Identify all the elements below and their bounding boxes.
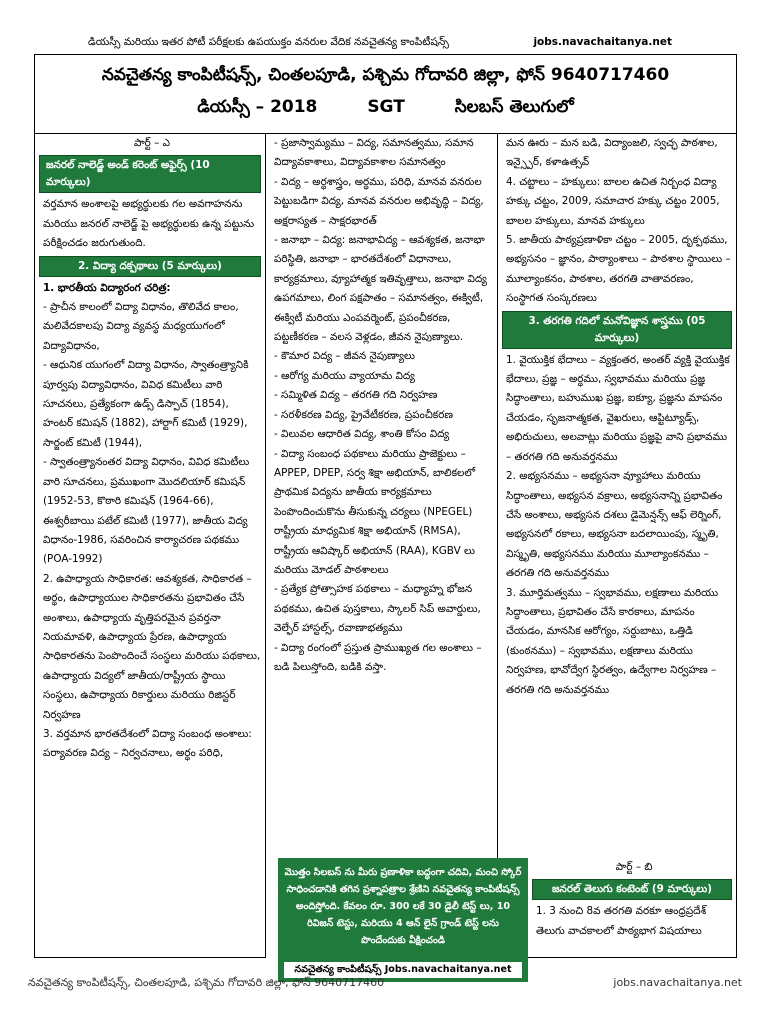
- list-item: - కౌమార విద్య – జీవన నైపుణ్యాలు: [274, 350, 415, 363]
- promo-box[interactable]: [278, 858, 528, 982]
- section-telugu-text: 1. 3 నుంచి 8వ తరగతి వరకూ ఆంధ్రప్రదేశ్ తెలుగు వాచకాలలో పాఠ్యభాగ విషయాలు: [536, 905, 707, 937]
- promo-link[interactable]: నవచైతన్య కాంపిటీషన్స్ Jobs.navachaitanya.net: [284, 962, 522, 978]
- subtitle-exam: డియస్సీ – 2018: [197, 97, 318, 117]
- list-item: - ప్రజాస్వామ్యము – విద్య, సమానత్వము, సమాన విద్యావకాశాలు, విద్యావకాశాల సమానత్వం: [274, 137, 474, 169]
- list-item: - ప్రత్యేక ప్రోత్సాహక పథకాలు – మధ్యాహ్న భోజన పథకము, ఉచిత పుస్తకాలు, స్కాలర్ సిప్ అవార్డులు, వెల్ఫేర్ హాస్టల్స్, రవాణాభత్యము: [274, 583, 481, 635]
- list-item: - విలువల ఆధారిత విద్య, శాంతి కోసం విద్య: [274, 428, 450, 441]
- list-item: - విద్యా రంగంలో ప్రస్తుత ప్రాముఖ్యత గల అంశాలు – బడి పిలుస్తోంది, బడికి వస్తా.: [274, 641, 482, 673]
- list-item: 2. ఉపాధ్యాయ సాధికారత: ఆవశ్యకత, సాధికారత – అర్థం, ఉపాధ్యాయుల సాధికారతను ప్రభావితం చేసే అంశాలు, ఉపాధ్యాయ వృత్తిపరమైన ప్రవర్తనా నియమావళి, ఉపాధ్యాయ ప్రేరణ, ఉపాధ్యాయ సాధికారతను పెంపొందించే సంస్థలు మరియు పథకాలు, ఉపాధ్యాయ విద్యలో జాతీయ/రాష్ట్రీయ స్థాయి సంస్థలు, ఉపాధ్యాయ రికార్డులు మరియు రిజిస్టర్ నిర్వహణ: [43, 572, 261, 721]
- promo-text: మొత్తం సిలబస్ ను మీరు ప్రణాళికా బద్ధంగా చదివి, మంచి స్కోర్ సాధించడానికి తగిన ప్రశ్నాపత్రాల శ్రేణిని నవచైతన్య కాంపిటీషన్స్ అందిస్తోంది. కేవలం రూ. 300 లకే 30 డైలీ టెస్ట్ లు, 10 రివిజన్ టెస్టు, మరియు 4 ఆన్ లైన్ గ్రాండ్ టెస్ట్ లను పొందేందుకు వీక్షించండి: [284, 867, 522, 946]
- part-a-heading: పార్ట్ – ఎ: [133, 137, 171, 149]
- list-item: 3. మూర్తిమత్వము – స్వభావము, లక్షణాలు మరియు సిద్ధాంతాలు, ప్రభావితం చేసే కారకాలు, మాపనం చేయడం, మానసిక ఆరోగ్యం, సర్దుబాటు, ఒత్తిడి (కుంఠనము) – స్వభావము, లక్షణాలు మరియు నిర్వహణ, భావోద్వేగ స్థిరత్వం, ఉద్వేగాల నిర్వహణ – తరగతి గది అనువర్తనము: [506, 586, 719, 696]
- page-subtitle: [35, 97, 736, 121]
- page-footer: [28, 972, 742, 994]
- list-item: - స్వాతంత్ర్యానంతర విద్యా విధానం, వివిధ కమిటీలు వారి సూచనలు, ప్రముఖంగా మొదలియార్ కమిషన్ (1952-53, కొఠారి కమిషన్ (1964-66), ఈశ్వరీబాయి పటేల్ కమిటీ (1977), జాతీయ విద్య విధానం-1986, సవరించిన కార్యాచరణ పథకము (POA-1992): [43, 456, 250, 566]
- page-title: నవచైతన్య కాంపిటీషన్స్, చింతలపూడి, పశ్చిమ గోదావరి జిల్లా, ఫోన్ 9640717460: [101, 65, 670, 85]
- column-3-bottom: [528, 858, 737, 958]
- column-2: [266, 134, 498, 858]
- top-banner: [28, 30, 742, 52]
- list-item: - విద్య – అర్థశాస్త్రం, అర్థము, పరిధి, మానవ వనరుల పెట్టుబడిగా విద్య, మానవ వనరుల అభివృద్ధి – విద్య, అక్షరాస్యత – సాక్షరభారత్: [274, 175, 484, 227]
- list-item: - ఆధునిక యుగంలో విద్యా విధానం, స్వాతంత్ర్యానికి పూర్వపు విద్యావిధానం, వివిధ కమిటీలు వారి సూచనలు, ప్రత్యేకంగా ఉడ్స్ డిస్పాచ్ (1854), హంటర్ కమిషన్ (1882), హార్టాగ్ కమిటీ (1929), సార్జంట్ కమిటీ (1944),: [43, 359, 249, 449]
- section-psychology-bar: 3. తరగతి గదిలో మనోవిజ్ఞాన శాస్త్రము (05 మార్కులు): [502, 311, 732, 349]
- column-3: [498, 134, 737, 858]
- part-b-heading: పార్ట్ – బి: [615, 861, 653, 873]
- subtitle-post: SGT: [367, 97, 405, 117]
- top-banner-url[interactable]: jobs.navachaitanya.net: [533, 36, 672, 48]
- section-telugu-bar: జనరల్ తెలుగు కంటెంట్ (9 మార్కులు): [532, 879, 732, 900]
- list-item: - ఆరోగ్య మరియు వ్యాయామ విద్య: [274, 369, 415, 382]
- list-item: 4. చట్టాలు – హక్కులు: బాలల ఉచిత నిర్బంధ విద్యా హక్కు చట్టం, 2009, సమాచార హక్కు చట్టం 2005, బాలల హక్కులు, మానవ హక్కులు: [506, 175, 720, 227]
- footer-url[interactable]: jobs.navachaitanya.net: [613, 976, 742, 989]
- list-item: 1. వైయుక్తిక భేదాలు – వ్యక్తంతర, అంతర్ వ్యక్తి వైయుక్తిక భేదాలు, ప్రజ్ఞ – అర్థము, స్వభావము మరియు ప్రజ్ఞ సిద్ధాంతాలు, బహుముఖ ప్రజ్ఞ, ఐక్యూ, ప్రజ్ఞను మాపనం చేయడం, సృజనాత్మకత, వైఖరులు, ఆప్టిట్యూడ్స్, అభిరుచులు, అలవాట్లు మరియు ప్రజ్ఞపై వాని ప్రభావము – తరగతి గది అనువర్తనము: [506, 353, 730, 463]
- list-item: 3. వర్తమాన భారతదేశంలో విద్యా సంబంధ అంశాలు: పర్యావరణ విద్య – నిర్వచనాలు, అర్థం పరిధి,: [43, 727, 252, 760]
- title-box: [34, 54, 737, 134]
- list-item: మన ఊరు – మన బడి, విద్యాంజలి, స్వచ్ఛ పాఠశాల, ఇన్స్పైర్, కళాఉత్సవ్: [506, 137, 718, 169]
- list-item: - విద్యా సంబంధ పథకాలు మరియు ప్రాజెక్టులు – APPEP, DPEP, సర్వ శిక్షా అభియాన్, బాలికలలో ప్రాథమిక విద్యను జాతీయ కార్యక్రమాలు పెంపొందించుకొను తీసుకున్న చర్యలు (NPEGEL) రాష్ట్రీయ మాధ్యమిక శిక్షా అభియాన్ (RMSA), రాష్ట్రీయ ఆవిష్కార్ అభియాన్ (RAA), KGBV లు మరియు మోడల్ పాఠశాలలు: [274, 447, 476, 576]
- section-general-knowledge-text: వర్తమాన అంశాలపై అభ్యర్థులకు గల అవగాహనను మరియు జనరల్ నాలెడ్జ్ పై అభ్యర్థులకు ఉన్న పట్టును పరీక్షించడం జరుగుతుంది.: [43, 198, 255, 250]
- syllabus-page: [28, 30, 742, 994]
- list-item: 2. అభ్యసనము – అభ్యసనా వ్యూహాలు మరియు సిద్ధాంతాలు, అభ్యసన వక్రాలు, అభ్యసనాన్ని ప్రభావితం చేసే అంశాలు, అభ్యసన దశలు డైమెన్షన్స్ ఆఫ్ లెర్నింగ్, అభ్యసనలో రకాలు, అభ్యసనా బదలాయింపు, స్మృతి, విస్మృతి, అభ్యసనము మరియు మూల్యాంకనము – తరగతి గది అనువర్తనము: [506, 470, 723, 580]
- section-general-knowledge-bar: జనరల్ నాలెడ్జ్ అండ్ కరెంట్ అఫైర్స్ (10 మార్కులు): [39, 155, 261, 193]
- section-education-perspectives-bar: 2. విద్యా దక్పథాలు (5 మార్కులు): [39, 256, 261, 277]
- list-item: - సరళీకరణ విద్య, ప్రైవేటీకరణ, ప్రపంచీకరణ: [274, 408, 453, 421]
- subtitle-syllabus: సిలబస్ తెలుగులో: [454, 97, 574, 117]
- top-banner-text: డియస్సీ మరియు ఇతర పోటీ పరీక్షలకు ఉపయుక్తం వనరుల వేదిక నవచైతన్య కాంపిటీషన్స్: [88, 36, 449, 48]
- column-1: [34, 134, 266, 858]
- footer-address: నవచైతన్య కాంపిటీషన్స్, చింతలపూడి, పశ్చిమ గోదావరి జిల్లా, ఫోన్ 9640717460: [28, 976, 385, 989]
- list-item: - జనాభా – విద్య: జనాభావిద్య – ఆవశ్యకత, జనాభా పరిస్థితి, జనాభా – భారతదేశంలో విధానాలు, కార్యక్రమాలు, వ్యూహాత్మక ఇతివృత్తాలు, జనాభా విద్య ఉపగమాలు, లింగ పక్షపాతం – సమానత్వం, ఈక్విటీ, ఈక్విటీ మరియు ఎంపవర్మెంట్, ప్రపంచీకరణ, పట్టణీకరణ – వలస వెళ్లడం, జీవన నైపుణ్యాలు.: [274, 234, 487, 344]
- column-1-bottom: [34, 858, 266, 958]
- list-item: - ప్రాచీన కాలంలో విద్యా విధానం, తొలివేద కాలం, మలివేదకాలపు విద్యా వ్యవస్థ మధ్యయుగంలో విద్యావిధానం,: [43, 301, 239, 352]
- list-item: 5. జాతీయ పాఠ్యప్రణాళికా చట్టం – 2005, దృక్పథము, అభ్యసనం – జ్ఞానం, పాఠ్యాంశాలు – పాఠశాల స్థాయిలు – మూల్యాంకనం, పాఠశాల, తరగతి వాతావరణం, సంస్థాగత సంస్కరణలు: [506, 234, 731, 305]
- education-history-heading: 1. భారతీయ విద్యారంగ చరిత్ర:: [43, 281, 171, 294]
- list-item: - సమ్మిళిత విద్య – తరగతి గది నిర్వహణ: [274, 389, 438, 402]
